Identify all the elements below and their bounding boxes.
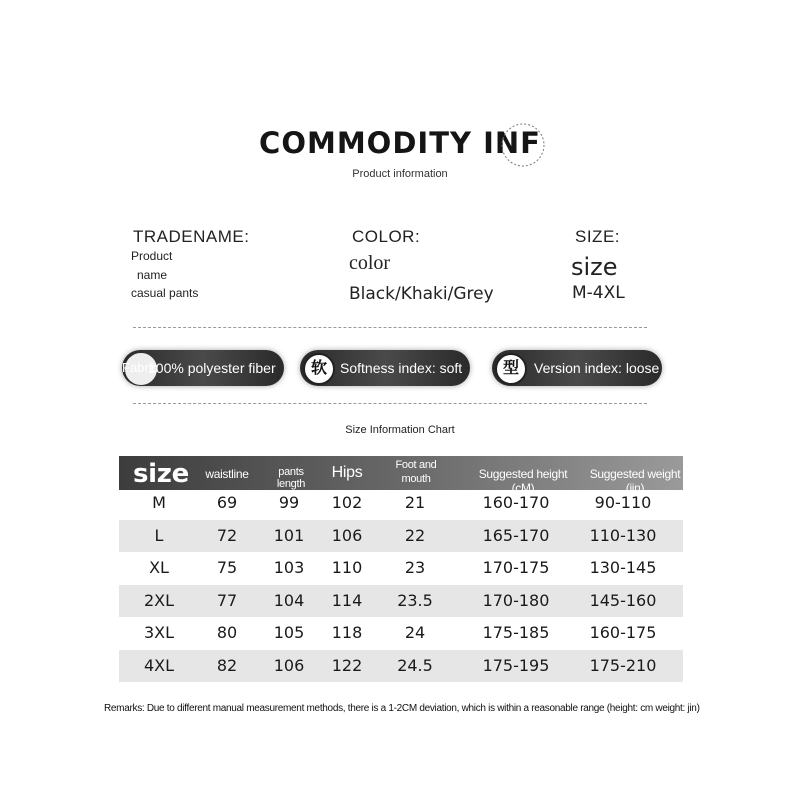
divider-top xyxy=(133,327,647,328)
feature-pill-version xyxy=(492,350,662,386)
table-cell: 122 xyxy=(331,655,363,675)
table-cell: 110 xyxy=(331,558,363,577)
table-cell: 23 xyxy=(404,558,426,577)
size-table-header xyxy=(119,456,683,495)
remarks-note: Remarks: Due to different manual measurement methods, there is a 1-2CM deviation, which is within a reasonable range (height: cm weight: jin) xyxy=(104,703,700,714)
table-cell: XL xyxy=(149,558,169,577)
table-row xyxy=(119,585,683,617)
table-cell: 165-170 xyxy=(482,525,550,545)
table-cell: 110-130 xyxy=(589,525,657,545)
table-cell: 106 xyxy=(273,655,305,675)
tradename-label: TRADENAME: xyxy=(133,227,250,246)
header-height: Suggested height (cM) xyxy=(478,467,568,495)
page-title xyxy=(0,126,800,160)
divider-bottom xyxy=(133,403,647,404)
page-subtitle: Product information xyxy=(352,168,448,180)
table-row xyxy=(119,552,683,584)
feature-softness-text: Softness index: soft xyxy=(340,360,463,376)
table-cell: M xyxy=(152,493,166,512)
color-label: COLOR: xyxy=(352,227,421,246)
table-cell: 75 xyxy=(216,558,238,577)
table-cell: 175-195 xyxy=(482,655,550,675)
table-cell: 72 xyxy=(216,525,238,545)
table-cell: 90-110 xyxy=(594,493,652,512)
header-size: size xyxy=(133,459,189,489)
table-cell: 23.5 xyxy=(397,590,433,610)
header-pants-length: pants length xyxy=(276,466,306,490)
table-cell: 103 xyxy=(273,558,305,577)
soft-char-icon: 软 xyxy=(303,353,335,385)
feature-pill-softness xyxy=(300,350,470,386)
tradename-line1: Product xyxy=(131,249,173,263)
table-cell: 175-185 xyxy=(482,623,550,642)
table-cell: 99 xyxy=(278,493,300,512)
header-weight: Suggested weight (jin) xyxy=(589,467,681,495)
size-value: M-4XL xyxy=(572,283,625,303)
table-cell: 22 xyxy=(404,525,426,545)
table-row xyxy=(119,617,683,649)
table-cell: L xyxy=(154,525,164,545)
table-cell: 21 xyxy=(404,493,426,512)
table-cell: 82 xyxy=(216,655,238,675)
table-cell: 114 xyxy=(331,590,363,610)
type-char-icon: 型 xyxy=(495,353,527,385)
feature-version-text: Version index: loose xyxy=(534,360,660,376)
table-cell: 170-175 xyxy=(482,558,550,577)
table-cell: 69 xyxy=(216,493,238,512)
feature-fabric-label: Fabric xyxy=(122,360,159,375)
table-cell: 24.5 xyxy=(397,655,433,675)
table-cell: 4XL xyxy=(143,655,175,675)
table-cell: 3XL xyxy=(143,623,175,642)
table-row xyxy=(119,520,683,552)
table-cell: 130-145 xyxy=(589,558,657,577)
color-sub: color xyxy=(349,252,391,274)
header-waistline: waistline xyxy=(205,467,249,481)
table-cell: 101 xyxy=(273,525,305,545)
header-foot-mouth: Foot and mouth xyxy=(395,459,437,485)
feature-fabric-text: 100% polyester fiber xyxy=(148,360,276,376)
size-sub: size xyxy=(571,253,618,281)
tradename-value: casual pants xyxy=(131,286,199,300)
table-cell: 145-160 xyxy=(589,590,657,610)
table-cell: 170-180 xyxy=(482,590,550,610)
size-chart-title: Size Information Chart xyxy=(345,424,455,436)
title-text: COMMODITY INF xyxy=(259,126,541,160)
color-value: Black/Khaki/Grey xyxy=(349,284,494,304)
table-row xyxy=(119,487,683,519)
size-label: SIZE: xyxy=(575,227,621,246)
table-cell: 105 xyxy=(273,623,305,642)
tradename-line2: name xyxy=(137,268,168,282)
feature-pill-fabric xyxy=(122,350,284,386)
table-cell: 24 xyxy=(404,623,426,642)
table-cell: 118 xyxy=(331,623,363,642)
table-cell: 104 xyxy=(273,590,305,610)
brand-seal-icon xyxy=(500,122,546,168)
table-cell: 106 xyxy=(331,525,363,545)
table-row xyxy=(119,650,683,682)
table-cell: 77 xyxy=(216,590,238,610)
table-cell: 175-210 xyxy=(589,655,657,675)
table-cell: 102 xyxy=(331,493,363,512)
table-cell: 80 xyxy=(216,623,238,642)
table-cell: 160-175 xyxy=(589,623,657,642)
table-cell: 160-170 xyxy=(482,493,550,512)
header-hips: Hips xyxy=(331,464,363,481)
table-cell: 2XL xyxy=(143,590,175,610)
